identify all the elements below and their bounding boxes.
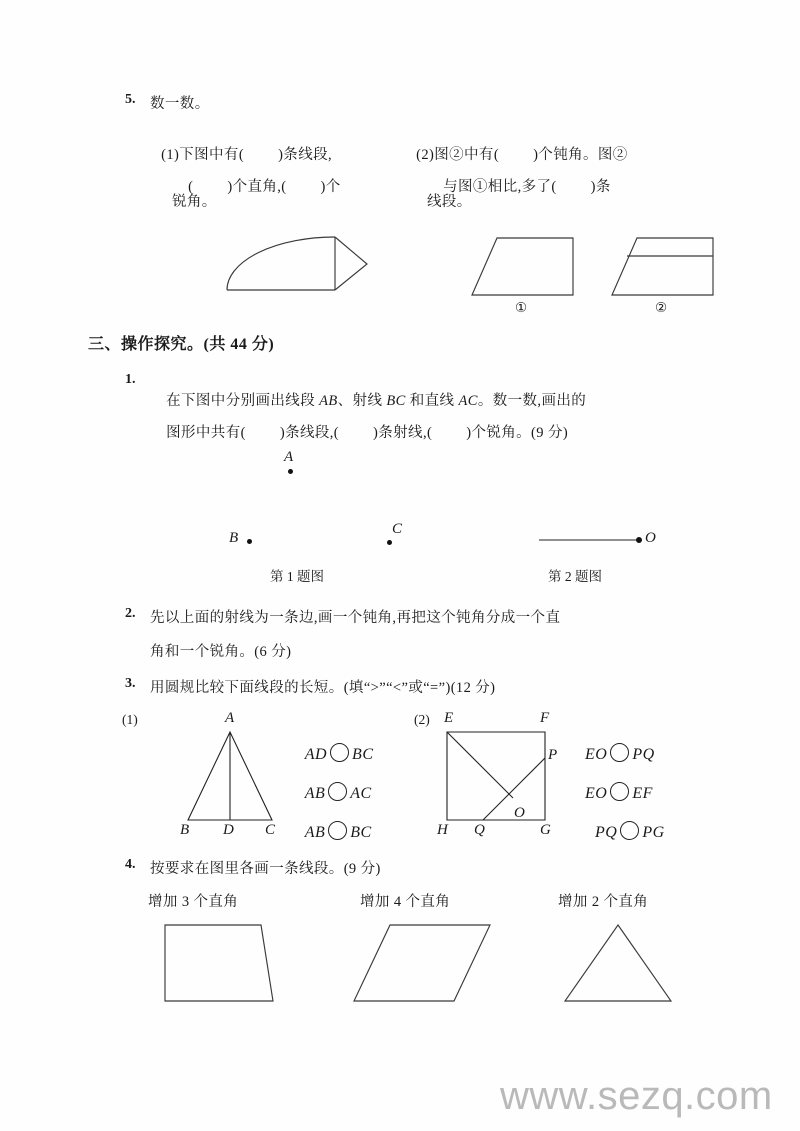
- question5-part2-line3: 线段。: [427, 194, 472, 210]
- part1-label: (1): [161, 147, 180, 163]
- triangle-vertex-c: C: [265, 822, 276, 838]
- question5-number: 5.: [125, 92, 136, 107]
- compare-left: EO: [585, 746, 608, 763]
- question3-number: 3.: [125, 676, 136, 691]
- square-vertex-h: H: [437, 822, 448, 838]
- line-ac-label: AC: [458, 393, 478, 409]
- q1-line2-b: )条线段,(: [279, 425, 340, 441]
- site-watermark: www.sezq.com: [500, 1074, 773, 1118]
- q1-line2-d: )个锐角。(9 分): [466, 425, 569, 441]
- question3-fig2-square: [445, 730, 558, 822]
- triangle-vertex-a: A: [225, 710, 235, 726]
- square-vertex-f: F: [540, 710, 550, 726]
- question4-item2-caption: 增加 4 个直角: [360, 894, 451, 910]
- ray-point-o-label: O: [645, 530, 656, 546]
- q1-line2-a: 图形中共有(: [166, 425, 246, 441]
- question3-fig2-label: (2): [414, 712, 430, 727]
- triangle-vertex-d: D: [223, 822, 234, 838]
- compare-right: PG: [642, 824, 665, 841]
- question5-title: 数一数。: [150, 96, 210, 112]
- compare-left: AB: [304, 824, 326, 841]
- point-b-dot: [247, 539, 252, 544]
- question4-item3-caption: 增加 2 个直角: [558, 894, 649, 910]
- question4-text: 按要求在图里各画一条线段。(9 分): [150, 861, 381, 877]
- point-c-dot: [387, 540, 392, 545]
- compare-right: BC: [350, 824, 372, 841]
- point-c-label: C: [392, 521, 403, 537]
- segment-ab-label: AB: [319, 393, 338, 409]
- question5-figure1-trapezoid: [470, 235, 575, 297]
- compare-right: BC: [352, 746, 374, 763]
- question2-line1: 先以上面的射线为一条边,画一个钝角,再把这个钝角分成一个直: [150, 610, 561, 626]
- compare-left: EO: [585, 785, 608, 802]
- part2-label: (2): [416, 147, 435, 163]
- part2-line1-a: 图②中有(: [434, 147, 500, 163]
- point-a-dot: [288, 469, 293, 474]
- square-point-q: Q: [474, 822, 485, 838]
- part2-line2-b: )条: [590, 179, 611, 195]
- part1-line1-a: 下图中有(: [179, 147, 245, 163]
- part2-line2-a: 与图①相比,多了(: [443, 179, 557, 195]
- part2-line1-b: )个钝角。图②: [533, 147, 628, 163]
- question4-number: 4.: [125, 857, 136, 872]
- answer-circle[interactable]: [610, 782, 629, 801]
- q1-line1-a: 在下图中分别画出线段: [166, 393, 320, 409]
- question4-shape-parallelogram: [352, 923, 492, 1003]
- q1-line1-c: 和直线: [405, 393, 459, 409]
- point-b-label: B: [229, 530, 239, 546]
- question5-figure2-label: ②: [655, 300, 668, 315]
- part1-line2-c: )个: [320, 179, 341, 195]
- question1-number: 1.: [125, 372, 136, 387]
- question2-line2: 角和一个锐角。(6 分): [150, 644, 292, 660]
- q1-line1-b: 、射线: [337, 393, 387, 409]
- question2-figure-caption: 第 2 题图: [548, 569, 602, 584]
- question3-text: 用圆规比较下面线段的长短。(填“>”“<”或“=”)(12 分): [150, 680, 496, 696]
- triangle-vertex-b: B: [180, 822, 190, 838]
- square-vertex-g: G: [540, 822, 551, 838]
- question2-ray-figure: [537, 533, 647, 547]
- compare-right: AC: [350, 785, 372, 802]
- question1-caption: 第 1 题图: [270, 569, 324, 584]
- question5-figure1-label: ①: [515, 300, 528, 315]
- question5-arc-figure: [225, 232, 370, 294]
- part1-line2-b: )个直角,(: [227, 179, 287, 195]
- compare-right: PQ: [632, 746, 655, 763]
- question3-fig1-triangle: [186, 730, 278, 822]
- section3-heading: 三、操作探究。(共 44 分): [88, 336, 275, 353]
- question5-part1-line3: 锐角。: [172, 194, 217, 210]
- comparison-row: [287, 803, 372, 860]
- part1-line2-a: (: [188, 179, 194, 195]
- question2-number: 2.: [125, 606, 136, 621]
- square-vertex-e: E: [444, 710, 454, 726]
- question3-fig1-label: (1): [122, 712, 138, 727]
- question4-shape-triangle: [563, 923, 673, 1003]
- answer-circle[interactable]: [620, 821, 639, 840]
- question5-figure2-trapezoid: [610, 235, 715, 297]
- answer-circle[interactable]: [328, 821, 347, 840]
- square-point-p: P: [548, 747, 558, 763]
- compare-left: AB: [304, 785, 326, 802]
- question4-item1-caption: 增加 3 个直角: [148, 894, 239, 910]
- answer-circle[interactable]: [610, 743, 629, 762]
- compare-left: PQ: [595, 824, 618, 841]
- question1-line2: [150, 404, 568, 459]
- point-a-label: A: [284, 449, 294, 465]
- answer-circle[interactable]: [330, 743, 349, 762]
- q1-line1-d: 。数一数,画出的: [477, 393, 587, 409]
- part1-line1-b: )条线段,: [278, 147, 333, 163]
- comparison-row: [577, 803, 665, 860]
- compare-left: AD: [304, 746, 328, 763]
- q1-line2-c: )条射线,(: [373, 425, 433, 441]
- question4-shape-trapezoid: [163, 923, 275, 1003]
- answer-circle[interactable]: [328, 782, 347, 801]
- ray-bc-label: BC: [386, 393, 406, 409]
- compare-right: EF: [632, 785, 653, 802]
- square-point-o: O: [514, 805, 525, 821]
